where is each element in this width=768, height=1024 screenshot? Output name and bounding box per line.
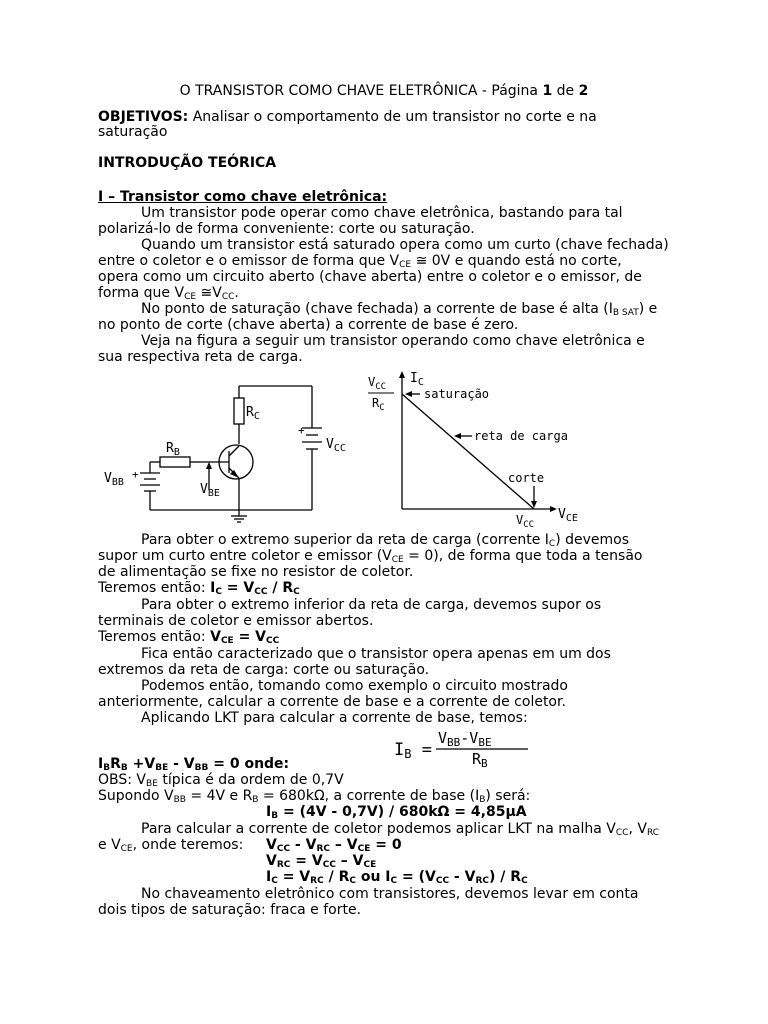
paragraph-line: Veja na figura a seguir um transistor operando como chave eletrônica e — [141, 333, 645, 349]
title-text: O TRANSISTOR COMO CHAVE ELETRÔNICA - Página — [179, 83, 543, 99]
ic-equation: $I_C = V_{RC} / R_C$ ou $I_C = (V_{CC} - V_{RC}) / R_C$ — [266, 869, 528, 886]
objectives-text: Analisar o comportamento de um transistor no corte e na — [188, 109, 597, 125]
paragraph-line: No ponto de saturação (chave fechada) a corrente de base é alta $(I_{B SAT})$ e — [141, 301, 658, 318]
vcc-label: $V_{CC}$ — [326, 437, 346, 454]
ic-axis-label: $I_C$ — [410, 371, 424, 388]
ib-denominator: $R_B$ — [472, 750, 488, 770]
paragraph-line: Para obter o extremo inferior da reta de carga, devemos supor os — [141, 597, 602, 613]
objectives-label: OBJETIVOS: — [98, 109, 189, 125]
paragraph-line: Quando um transistor está saturado opera como um curto (chave fechada) — [141, 237, 669, 253]
paragraph-line: Um transistor pode operar como chave eletrônica, bastando para tal — [141, 205, 623, 221]
ib-result: $I_B = (4V - 0,7V) / 680k\Omega = 4,85\mu A$ — [266, 804, 527, 821]
paragraph-line: Fica então caracterizado que o transistor opera apenas em um dos — [141, 646, 611, 662]
ic-formula: $I_C = V_{CC} / R_C$ — [210, 580, 300, 597]
paragraph-line: entre o coletor e o emissor de forma que $V_{CE}$ ≅ 0V e quando está no corte, — [98, 253, 622, 270]
vcc-over-rc-denominator: $R_C$ — [372, 396, 385, 413]
result-line: Teremos então: $V_{CE} = V_{CC}$ — [98, 629, 280, 646]
vce-formula: $V_{CE} = V_{CC}$ — [210, 629, 280, 646]
paragraph-line: Aplicando LKT para calcular a corrente de base, temos: — [141, 710, 528, 726]
paragraph-line: supor um curto entre coletor e emissor $(V_{CE} = 0)$, de forma que toda a tensão — [98, 548, 643, 565]
paragraph-line: Para obter o extremo superior da reta de carga (corrente $I_C$) devemos — [141, 532, 630, 549]
vrc-equation: $V_{RC} = V_{CC} - V_{CE}$ — [266, 853, 377, 870]
ib-numerator: $V_{BB}-V_{BE}$ — [438, 729, 492, 749]
paragraph-line: terminais de coletor e emissor abertos. — [98, 613, 374, 629]
paragraph-line: anteriormente, calcular a corrente de base e a corrente de coletor. — [98, 694, 566, 710]
vce-axis-label: $V_{CE}$ — [558, 507, 578, 524]
switch-circuit-diagram — [98, 378, 358, 528]
paragraph-line: Para calcular a corrente de coletor podemos aplicar LKT na malha $V_{CC}$, $V_{RC}$ — [141, 821, 660, 838]
svg-text:IB =: IB = — [394, 740, 432, 761]
paragraph-line: e $V_{CE}$, onde teremos: — [98, 837, 244, 854]
paragraph-line: extremos da reta de carga: corte ou saturação. — [98, 662, 430, 678]
kvl-base-equation: $I_BR_B +V_{BE} - V_{BB} = 0$ onde: — [98, 756, 290, 773]
rc-label: $R_C$ — [246, 405, 260, 422]
vcc-over-rc-numerator: $V_{CC}$ — [368, 375, 387, 392]
vcc-plus-sign: + — [298, 424, 305, 437]
paragraph-line: No chaveamento eletrônico com transistores, devemos levar em conta — [141, 886, 639, 902]
saturation-label: saturação — [424, 387, 490, 401]
page-current: 1 — [542, 83, 553, 99]
paragraph-line: de alimentação se fixe no resistor de coletor. — [98, 564, 414, 580]
paragraph-line: polarizá-lo de forma conveniente: corte ou saturação. — [98, 221, 475, 237]
vbb-plus-sign: + — [132, 468, 139, 481]
title-of: de — [552, 83, 579, 99]
page-title — [0, 84, 768, 100]
vbe-label: $V_{BE}$ — [200, 482, 220, 499]
paragraph-line: sua respectiva reta de carga. — [98, 349, 303, 365]
rb-label: $R_B$ — [166, 441, 180, 458]
subsection-heading: I – Transistor como chave eletrônica: — [98, 189, 388, 205]
load-line-graph — [362, 366, 592, 532]
assumption-line: Supondo $V_{BB} = 4V$ e $R_B = 680k\Omega$, a corrente de base $(I_B)$ será: — [98, 788, 531, 805]
paragraph-line: forma que $V_{CE}$ $≅V_{CC}$. — [98, 285, 239, 302]
vcc-x-label: $V_{CC}$ — [516, 513, 535, 530]
vbb-label: $V_{BB}$ — [104, 471, 124, 488]
paragraph-line: no ponto de corte (chave aberta) a corrente de base é zero. — [98, 317, 519, 333]
paragraph-line: dois tipos de saturação: fraca e forte. — [98, 902, 362, 918]
page-total: 2 — [578, 83, 589, 99]
objectives-line-1 — [98, 110, 597, 126]
load-line-label: reta de carga — [474, 429, 568, 443]
objectives-line-2: saturação — [98, 124, 168, 140]
paragraph-line: Podemos então, tomando como exemplo o circuito mostrado — [141, 678, 568, 694]
result-line: Teremos então: $I_C = V_{CC} / R_C$ — [98, 580, 300, 597]
section-heading: INTRODUÇÃO TEÓRICA — [98, 155, 277, 171]
cutoff-label: corte — [508, 471, 545, 485]
ib-fraction-formula — [392, 728, 542, 770]
obs-line: OBS: $V_{BE}$ típica é da ordem de 0,7V — [98, 772, 344, 789]
paragraph-line: opera como um circuito aberto (chave aberta) entre o coletor e o emissor, de — [98, 269, 642, 285]
kvl-collector-equation: $V_{CC} - V_{RC} - V_{CE} = 0$ — [266, 837, 402, 854]
